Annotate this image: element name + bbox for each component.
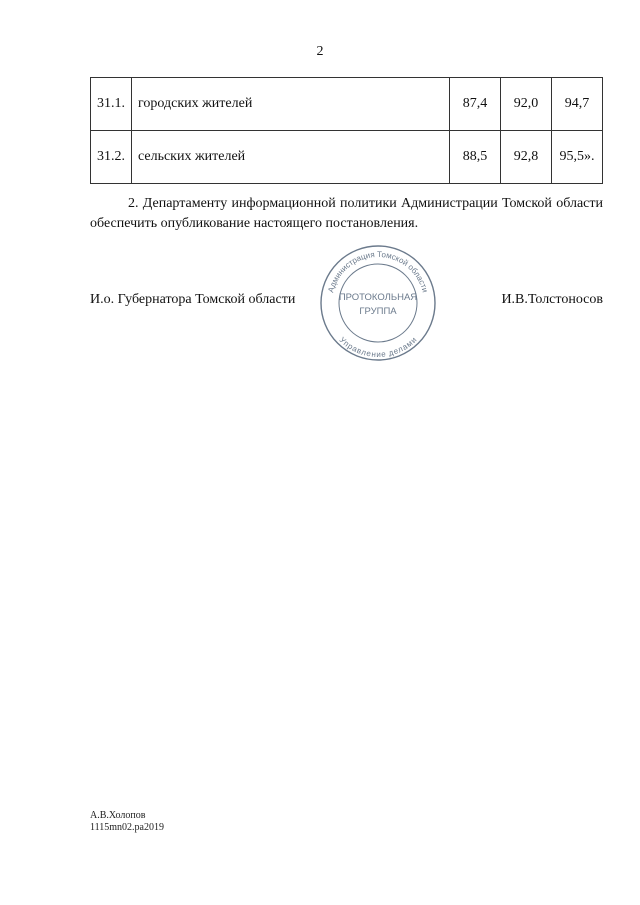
- page-number: 2: [316, 44, 324, 59]
- footer-code: 1115mn02.pa2019: [90, 822, 164, 833]
- svg-text:Управление делами: [338, 335, 419, 359]
- table-row: [91, 131, 603, 184]
- row-value-2: 92,8: [501, 131, 552, 184]
- publication-paragraph: 2. Департаменту информационной политики Администрации Томской области обеспечить опубликование настоящего постановления.: [90, 196, 603, 231]
- signer-title: И.о. Губернатора Томской области: [90, 292, 296, 307]
- footer-author: А.В.Холопов: [90, 810, 146, 821]
- row-value-3: 95,5».: [552, 131, 603, 184]
- row-value-3: 94,7: [552, 78, 603, 131]
- indicator-table: [90, 77, 603, 184]
- svg-text:Администрация Томской области: [326, 250, 429, 294]
- stamp-center-line2: ГРУППА: [359, 306, 397, 317]
- table-row: [91, 78, 603, 131]
- stamp-center-line1: ПРОТОКОЛЬНАЯ: [338, 292, 418, 303]
- row-value-2: 92,0: [501, 78, 552, 131]
- row-number: 31.2.: [91, 131, 132, 184]
- stamp-seal-icon: [318, 243, 438, 363]
- row-name: сельских жителей: [132, 131, 450, 184]
- official-stamp: [318, 243, 438, 363]
- signer-name: И.В.Толстоносов: [501, 292, 603, 307]
- row-number: 31.1.: [91, 78, 132, 131]
- row-value-1: 88,5: [450, 131, 501, 184]
- stamp-ring-bottom-text: Управление делами: [337, 335, 419, 360]
- document-footer: [90, 810, 164, 834]
- row-name: городских жителей: [132, 78, 450, 131]
- stamp-ring-top-text: Администрация Томской области: [326, 249, 430, 294]
- row-value-1: 87,4: [450, 78, 501, 131]
